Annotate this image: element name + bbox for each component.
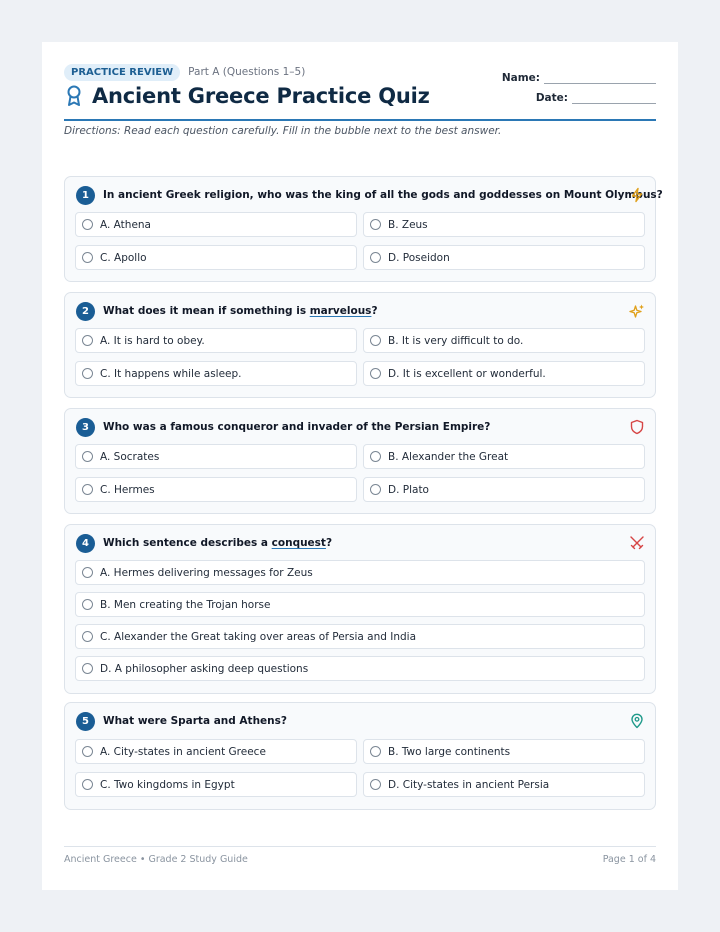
answer-bubble[interactable] <box>82 779 93 790</box>
question-text-part: ? <box>371 305 378 317</box>
answer-bubble[interactable] <box>370 779 381 790</box>
name-field[interactable] <box>502 72 656 84</box>
answer-bubble[interactable] <box>370 252 381 263</box>
header-tag-row <box>64 63 305 81</box>
answer-option[interactable] <box>363 444 645 469</box>
question-card-1 <box>64 176 663 282</box>
question-number: 5 <box>76 712 95 731</box>
option-label: A. It is hard to obey. <box>100 334 205 347</box>
worksheet-page <box>42 42 678 890</box>
answer-option[interactable] <box>75 592 645 617</box>
option-label: C. Apollo <box>100 251 147 264</box>
answer-option[interactable] <box>75 245 357 270</box>
answer-bubble[interactable] <box>370 746 381 757</box>
question-card-4 <box>64 524 656 694</box>
map-pin-icon <box>629 713 645 729</box>
option-label: D. Plato <box>388 483 429 496</box>
question-text: What were Sparta and Athens? <box>103 715 287 727</box>
directions-text: Directions: Read each question carefully. Fill in the bubble next to the best answer. <box>64 125 502 137</box>
vocab-word: conquest <box>271 537 326 549</box>
date-label: Date: <box>535 92 568 104</box>
answer-bubble[interactable] <box>82 484 93 495</box>
answer-bubble[interactable] <box>82 746 93 757</box>
answer-bubble[interactable] <box>82 252 93 263</box>
question-card-3 <box>64 408 656 514</box>
option-label: B. Men creating the Trojan horse <box>100 598 271 611</box>
option-label: C. It happens while asleep. <box>100 367 242 380</box>
answer-option[interactable] <box>363 212 645 237</box>
answer-bubble[interactable] <box>370 368 381 379</box>
sparkles-icon <box>629 303 645 319</box>
option-label: D. City-states in ancient Persia <box>388 778 550 791</box>
answer-option[interactable] <box>75 444 357 469</box>
header-divider <box>64 119 656 121</box>
page-title: Ancient Greece Practice Quiz <box>92 84 430 108</box>
footer-divider <box>64 846 656 847</box>
practice-review-badge: PRACTICE REVIEW <box>64 64 180 81</box>
option-label: D. Poseidon <box>388 251 450 264</box>
question-text-part: ? <box>325 537 333 549</box>
answer-option[interactable] <box>75 624 645 649</box>
answer-bubble[interactable] <box>82 663 93 674</box>
option-label: A. City-states in ancient Greece <box>100 745 266 758</box>
question-text: Who was a famous conqueror and invader of the Persian Empire? <box>103 421 491 433</box>
option-label: B. Alexander the Great <box>388 450 509 463</box>
answer-option[interactable] <box>363 245 645 270</box>
question-text-part: What does it mean if something is <box>103 305 310 317</box>
answer-option[interactable] <box>363 328 645 353</box>
answer-bubble[interactable] <box>370 219 381 230</box>
footer-page-number: Page 1 of 4 <box>602 854 656 865</box>
footer-course-label: Ancient Greece • Grade 2 Study Guide <box>64 854 248 865</box>
answer-bubble[interactable] <box>82 451 93 462</box>
option-label: B. It is very difficult to do. <box>388 334 524 347</box>
option-label: C. Alexander the Great taking over areas of Persia and India <box>100 630 416 643</box>
name-label: Name: <box>501 72 540 84</box>
vocab-word: marvelous <box>309 305 372 317</box>
option-label: A. Hermes delivering messages for Zeus <box>100 566 313 579</box>
option-label: D. It is excellent or wonderful. <box>388 367 546 380</box>
question-text <box>103 537 332 549</box>
answer-bubble[interactable] <box>82 368 93 379</box>
question-number: 1 <box>76 186 95 205</box>
answer-option[interactable] <box>75 772 357 797</box>
option-label: D. A philosopher asking deep questions <box>100 662 309 675</box>
crossed-swords-icon <box>629 535 645 551</box>
answer-bubble[interactable] <box>82 219 93 230</box>
answer-bubble[interactable] <box>82 567 93 578</box>
answer-bubble[interactable] <box>82 631 93 642</box>
answer-bubble[interactable] <box>370 451 381 462</box>
question-number: 2 <box>76 302 95 321</box>
answer-option[interactable] <box>75 656 645 681</box>
question-number: 3 <box>76 418 95 437</box>
option-label: C. Two kingdoms in Egypt <box>100 778 235 791</box>
question-text <box>103 305 378 317</box>
option-label: A. Athena <box>100 218 151 231</box>
answer-option[interactable] <box>75 361 357 386</box>
title-row <box>64 84 430 108</box>
award-ribbon-icon <box>64 84 84 108</box>
answer-option[interactable] <box>363 772 645 797</box>
part-label: Part A (Questions 1–5) <box>188 66 306 78</box>
date-line[interactable] <box>572 93 656 104</box>
date-field[interactable] <box>536 92 656 104</box>
shield-icon <box>629 419 645 435</box>
option-label: A. Socrates <box>100 450 160 463</box>
question-number: 4 <box>76 534 95 553</box>
answer-option[interactable] <box>363 477 645 502</box>
question-text: In ancient Greek religion, who was the king of all the gods and goddesses on Mount Olympus? <box>103 189 663 201</box>
answer-bubble[interactable] <box>370 484 381 495</box>
answer-bubble[interactable] <box>82 599 93 610</box>
question-card-2 <box>64 292 656 398</box>
answer-option[interactable] <box>75 739 357 764</box>
answer-bubble[interactable] <box>82 335 93 346</box>
answer-option[interactable] <box>75 212 357 237</box>
question-text-part: Which sentence describes a <box>103 537 272 549</box>
answer-option[interactable] <box>75 560 645 585</box>
option-label: B. Zeus <box>388 218 428 231</box>
answer-option[interactable] <box>75 328 357 353</box>
answer-bubble[interactable] <box>370 335 381 346</box>
lightning-icon <box>629 187 645 203</box>
option-label: C. Hermes <box>100 483 155 496</box>
answer-option[interactable] <box>75 477 357 502</box>
answer-option[interactable] <box>363 361 645 386</box>
question-card-5 <box>64 702 656 810</box>
answer-option[interactable] <box>363 739 645 764</box>
option-label: B. Two large continents <box>388 745 511 758</box>
name-line[interactable] <box>544 73 656 84</box>
